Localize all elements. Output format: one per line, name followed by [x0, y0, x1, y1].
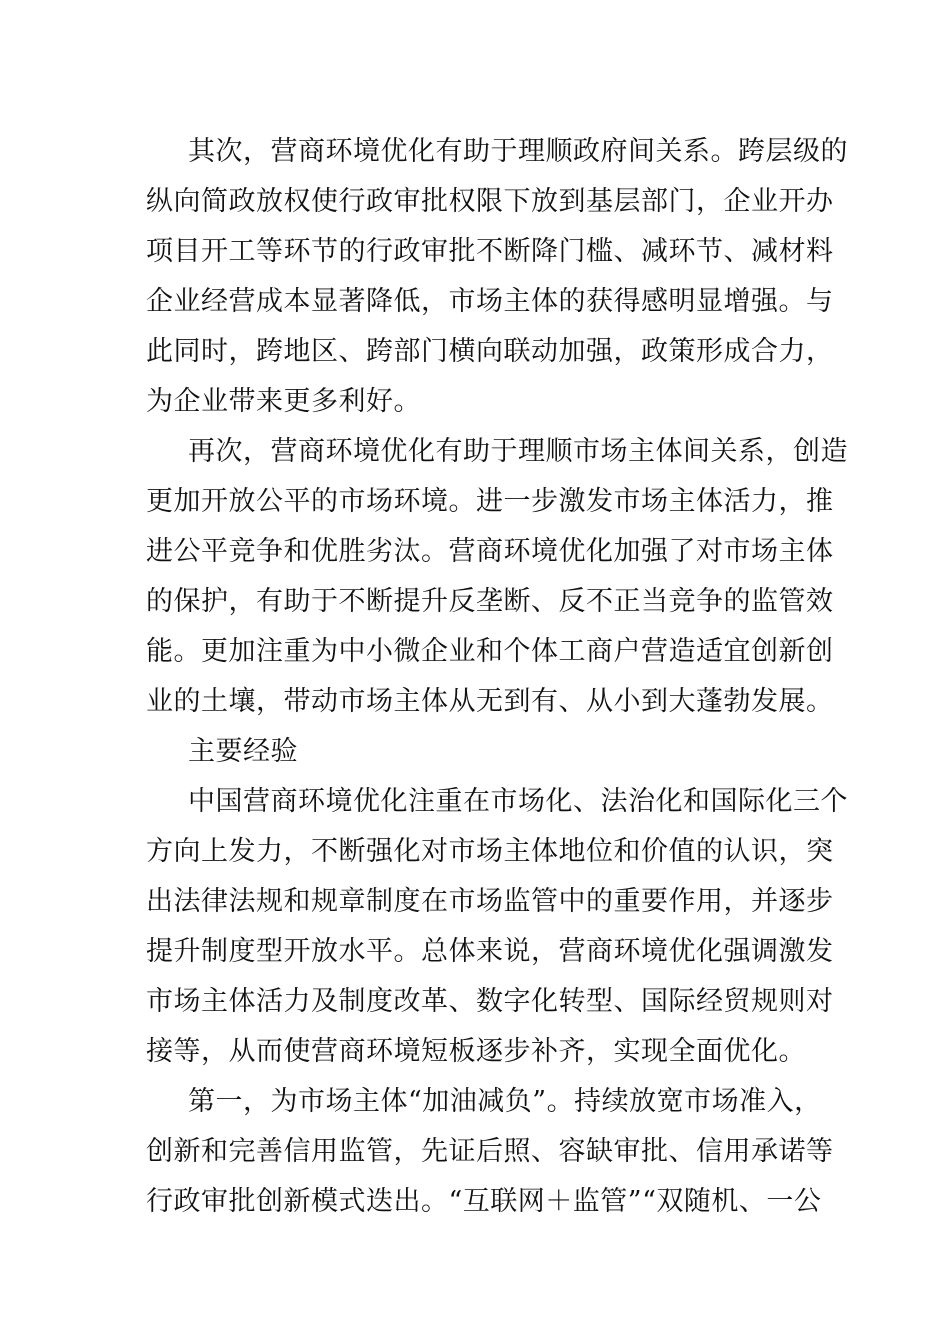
paragraph-1-line-3: 项目开工等环节的行政审批不断降门槛、减环节、减材料: [146, 236, 834, 267]
paragraph-4-line-1: 第一，为市场主体“加油减负”。持续放宽市场准入，: [188, 1086, 822, 1117]
paragraph-3-line-1: 中国营商环境优化注重在市场化、法治化和国际化三个: [188, 786, 848, 817]
paragraph-3-line-4: 提升制度型开放水平。总体来说，营商环境优化强调激发: [146, 936, 834, 967]
paragraph-2-line-3: 进公平竞争和优胜劣汰。营商环境优化加强了对市场主体: [146, 536, 834, 567]
paragraph-4-line-3: 行政审批创新模式迭出。“互联网＋监管”“双随机、一公: [146, 1186, 822, 1217]
paragraph-2-line-6: 业的土壤，带动市场主体从无到有、从小到大蓬勃发展。: [146, 686, 834, 717]
paragraph-1-line-1: 其次，营商环境优化有助于理顺政府间关系。跨层级的: [188, 136, 848, 167]
paragraph-2-line-5: 能。更加注重为中小微企业和个体工商户营造适宜创新创: [146, 636, 834, 667]
paragraph-3-line-2: 方向上发力，不断强化对市场主体地位和价值的认识，突: [146, 836, 834, 867]
paragraph-2-line-1: 再次，营商环境优化有助于理顺市场主体间关系，创造: [188, 436, 848, 467]
paragraph-1-line-4: 企业经营成本显著降低，市场主体的获得感明显增强。与: [146, 286, 834, 317]
paragraph-2-line-4: 的保护，有助于不断提升反垄断、反不正当竞争的监管效: [146, 586, 834, 617]
paragraph-3-line-6: 接等，从而使营商环境短板逐步补齐，实现全面优化。: [146, 1036, 806, 1067]
section-heading: 主要经验: [188, 736, 298, 767]
paragraph-2-line-2: 更加开放公平的市场环境。进一步激发市场主体活力，推: [146, 486, 834, 517]
paragraph-4-line-2: 创新和完善信用监管，先证后照、容缺审批、信用承诺等: [146, 1136, 834, 1167]
paragraph-1-line-6: 为企业带来更多利好。: [146, 386, 421, 417]
paragraph-1-line-5: 此同时，跨地区、跨部门横向联动加强，政策形成合力，: [146, 336, 834, 367]
paragraph-1-line-2: 纵向简政放权使行政审批权限下放到基层部门，企业开办: [146, 186, 834, 217]
paragraph-3-line-3: 出法律法规和规章制度在市场监管中的重要作用，并逐步: [146, 886, 834, 917]
paragraph-3-line-5: 市场主体活力及制度改革、数字化转型、国际经贸规则对: [146, 986, 834, 1017]
